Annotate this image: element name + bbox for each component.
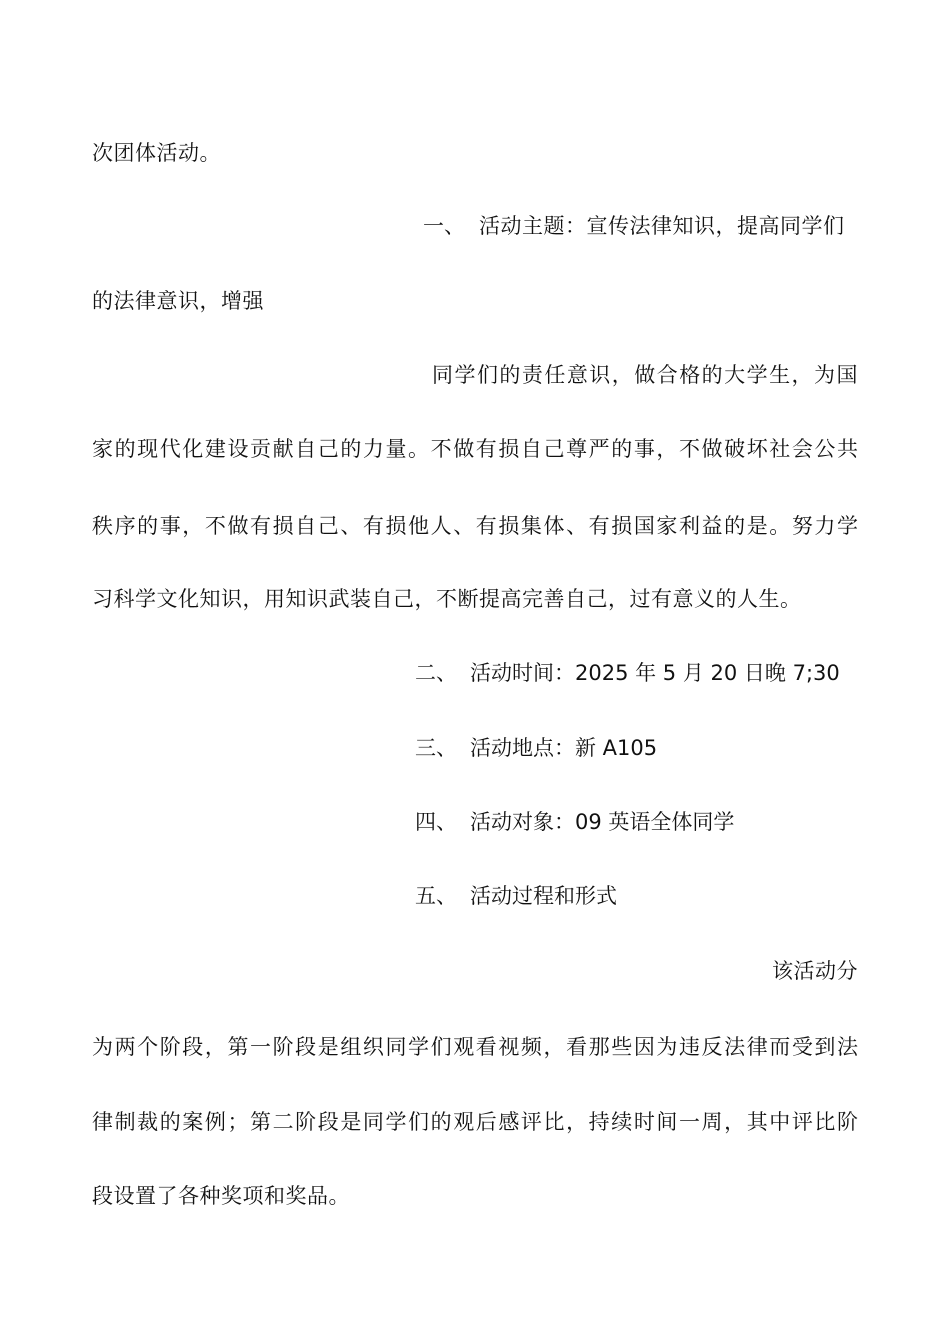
paragraph-line: 律制裁的案例；第二阶段是同学们的观后感评比，持续时间一周，其中评比阶 bbox=[92, 1110, 858, 1134]
paragraph-line: 次团体活动。 bbox=[92, 141, 221, 165]
paragraph-line: 习科学文化知识，用知识武装自己，不断提高完善自己，过有意义的人生。 bbox=[92, 587, 802, 611]
paragraph-line: 段设置了各种奖项和奖品。 bbox=[92, 1184, 350, 1208]
paragraph-line: 同学们的责任意识，做合格的大学生，为国 bbox=[432, 363, 858, 387]
item-number: 五、 bbox=[415, 884, 457, 908]
item-number: 三、 bbox=[415, 736, 457, 760]
paragraph-line: 秩序的事，不做有损自己、有损他人、有损集体、有损国家利益的是。努力学 bbox=[92, 514, 858, 538]
section-heading-text: 活动主题：宣传法律知识，提高同学们 bbox=[479, 214, 845, 238]
item-text: 活动地点：新 A105 bbox=[470, 736, 658, 760]
paragraph-line: 家的现代化建设贡献自己的力量。不做有损自己尊严的事，不做破坏社会公共 bbox=[92, 437, 858, 461]
paragraph-line: 的法律意识，增强 bbox=[92, 289, 264, 313]
paragraph-line: 为两个阶段，第一阶段是组织同学们观看视频，看那些因为违反法律而受到法 bbox=[92, 1035, 858, 1059]
item-number: 二、 bbox=[415, 661, 457, 685]
section-number: 一、 bbox=[423, 214, 465, 238]
paragraph-line: 该活动分 bbox=[772, 959, 858, 983]
item-number: 四、 bbox=[415, 810, 457, 834]
item-text: 活动过程和形式 bbox=[470, 884, 617, 908]
item-text: 活动对象：09 英语全体同学 bbox=[470, 810, 735, 834]
item-text: 活动时间：2025 年 5 月 20 日晚 7;30 bbox=[470, 661, 840, 685]
